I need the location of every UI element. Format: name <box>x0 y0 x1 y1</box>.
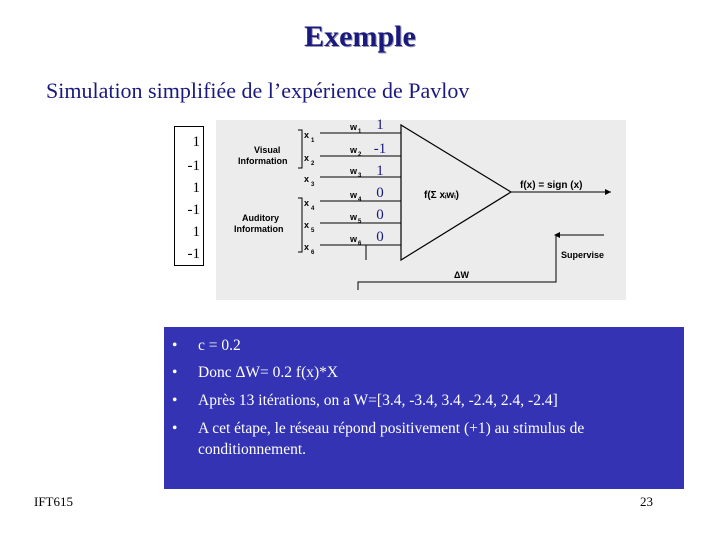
bullet-dot: • <box>172 420 178 437</box>
footer-page-number: 23 <box>640 494 653 509</box>
input-value: -1 <box>187 158 200 174</box>
input-lines <box>320 133 366 245</box>
x-label: x <box>304 130 310 140</box>
x-label: x <box>304 220 310 230</box>
x-inputs <box>304 130 315 256</box>
w-subscript: 4 <box>358 197 362 203</box>
w-subscript: 6 <box>358 241 362 247</box>
x-label: x <box>304 153 310 163</box>
perceptron-diagram <box>216 120 626 300</box>
visual-label-1: Visual <box>254 145 281 155</box>
x-subscript: 5 <box>311 228 315 234</box>
x-label: x <box>304 198 310 208</box>
weight-value: 0 <box>376 229 384 245</box>
bullet-text: Donc ΔW= 0.2 f(x)*X <box>198 364 339 381</box>
weight-value: 1 <box>376 163 384 179</box>
delta-w-label: ΔW <box>454 270 469 280</box>
weight-value: -1 <box>373 141 387 157</box>
bullet-panel <box>164 327 684 489</box>
bullet-text: c = 0.2 <box>198 337 241 354</box>
input-value: 1 <box>192 224 200 240</box>
w-subscript: 3 <box>358 173 362 179</box>
w-label: w <box>350 145 358 155</box>
w-label: w <box>350 234 358 244</box>
w-label: w <box>350 122 358 132</box>
w-subscript: 5 <box>358 219 362 225</box>
auditory-label-2: Information <box>234 224 284 234</box>
weight-value: 0 <box>376 207 384 223</box>
output-function-label: f(x) = sign (x) <box>520 180 583 191</box>
x-subscript: 3 <box>311 182 315 188</box>
visual-bracket <box>298 130 302 168</box>
slide-subtitle: Simulation simplifiée de l’expérience de Pavlov <box>46 78 470 103</box>
w-label: w <box>350 212 358 222</box>
input-value: 1 <box>192 180 200 196</box>
output-arrowhead <box>605 189 611 195</box>
w-label: w <box>350 190 358 200</box>
x-subscript: 4 <box>311 206 315 212</box>
bullet-dot: • <box>172 364 178 381</box>
bullet-dot: • <box>172 337 178 354</box>
x-label: x <box>304 174 310 184</box>
footer-course-code: IFT615 <box>34 494 73 509</box>
x-subscript: 1 <box>311 138 315 144</box>
auditory-label-1: Auditory <box>242 213 279 223</box>
bullet-text: A cet étape, le réseau répond positivement (+1) au stimulus de conditionnement. <box>198 420 585 458</box>
bullet-dot: • <box>172 392 178 409</box>
w-subscript: 1 <box>358 129 362 135</box>
perceptron-schematic <box>216 120 626 300</box>
bullet-text: Après 13 itérations, on a W=[3.4, -3.4, 3.4, -2.4, 2.4, -2.4] <box>198 392 558 409</box>
supervise-arrowhead <box>554 232 560 238</box>
x-subscript: 2 <box>311 161 315 167</box>
w-subscript: 2 <box>358 152 362 158</box>
sum-label: f(Σ xᵢwᵢ) <box>424 190 459 201</box>
visual-label-2: Information <box>238 156 288 166</box>
input-vector-box <box>174 126 204 266</box>
w-label: w <box>350 166 358 176</box>
weight-value: 1 <box>376 117 384 133</box>
x-subscript: 6 <box>311 250 315 256</box>
input-value: -1 <box>187 202 200 218</box>
auditory-bracket <box>298 198 302 252</box>
weight-value: 0 <box>376 185 384 201</box>
input-value: 1 <box>192 134 200 150</box>
input-value: -1 <box>187 246 200 262</box>
supervise-label: Supervise <box>561 250 605 260</box>
w-weights <box>349 122 362 247</box>
x-label: x <box>304 242 310 252</box>
slide-title: Exemple <box>304 20 416 53</box>
